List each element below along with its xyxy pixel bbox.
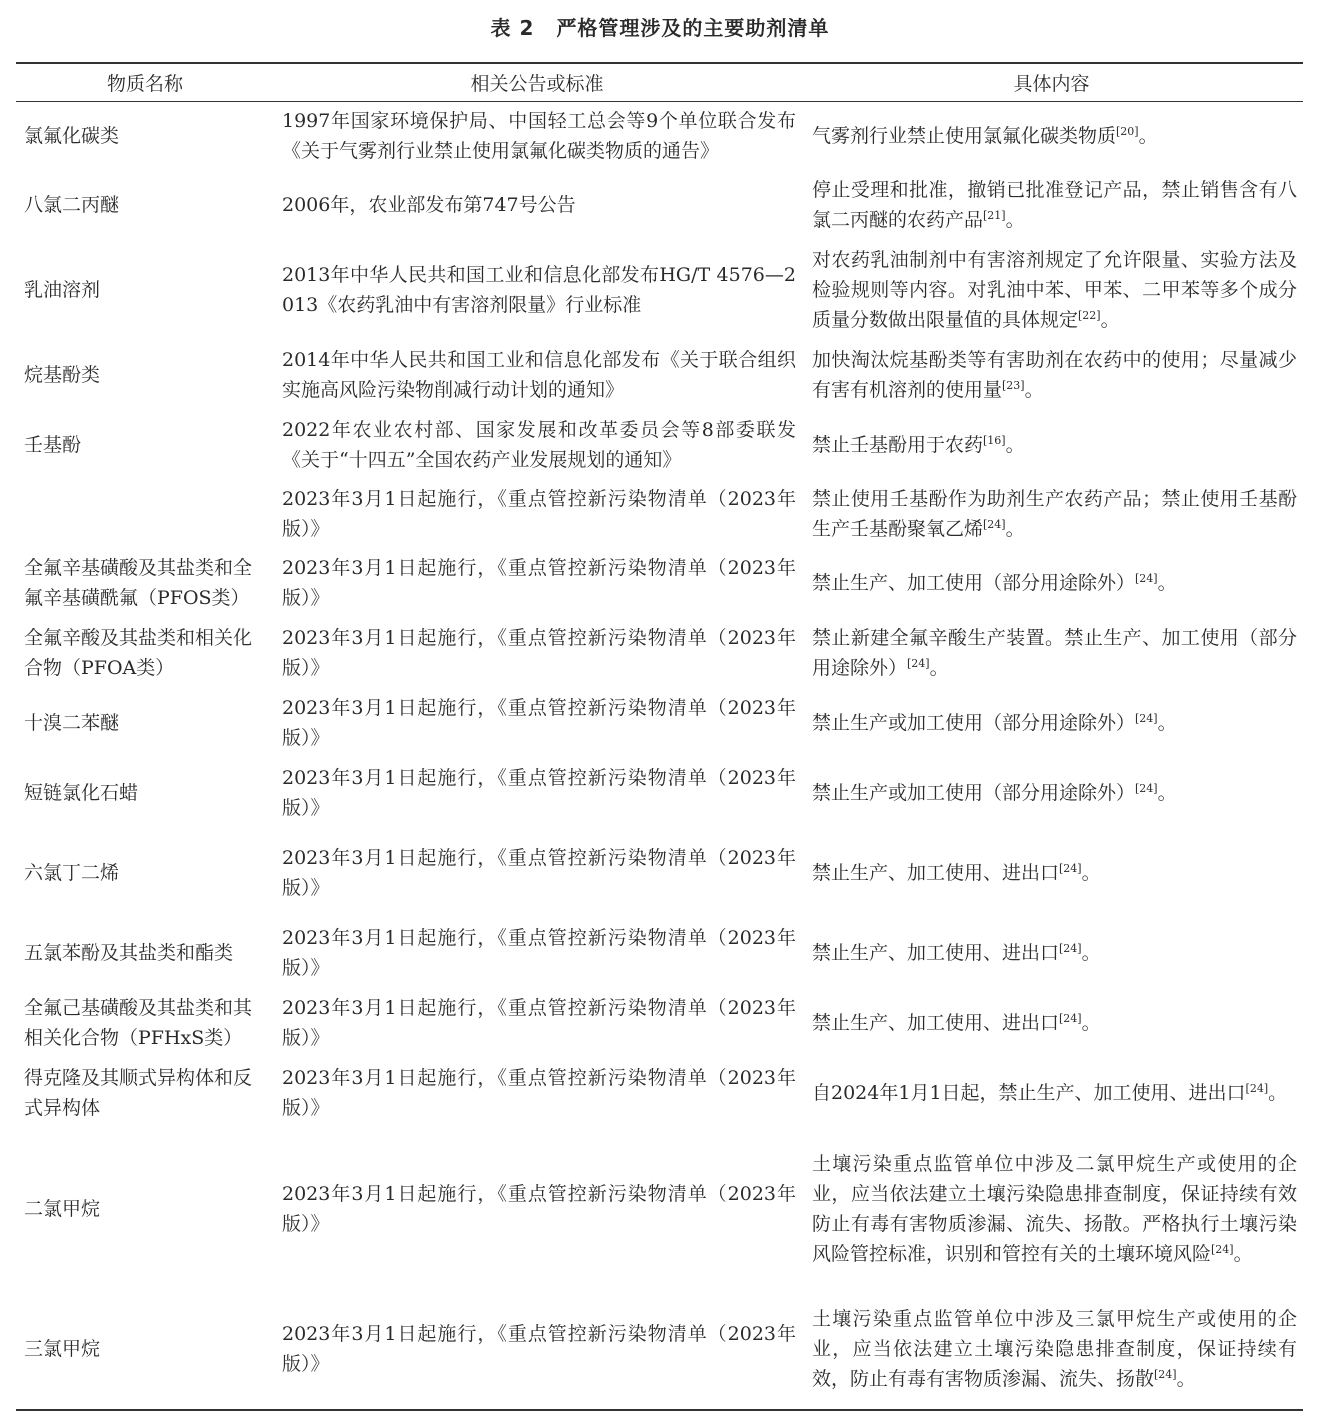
content-cell (800, 340, 1303, 410)
substance-name-cell: 八氯二丙醚 (24, 193, 120, 216)
content-period: 。 (1081, 1011, 1101, 1034)
reference-marker: [24] (907, 656, 930, 670)
content-text: 禁止生产、加工使用、进出口 (812, 861, 1060, 884)
additives-table (16, 62, 1303, 1411)
content-cell (800, 410, 1303, 480)
table-row (16, 918, 1303, 988)
standard-cell: 2023年3月1日起施行，《重点管控新污染物清单（2023年版）》 (282, 556, 796, 609)
content-text: 土壤污染重点监管单位中涉及二氯甲烷生产或使用的企业，应当依法建立土壤污染隐患排查制度，保证持续有效防止有毒有害物质渗漏、流失、扬散。严格执行土壤污染风险管控标准，识别和管控有关的土壤环境风险 (812, 1152, 1297, 1265)
reference-marker: [24] (1059, 1011, 1082, 1025)
substance-name-cell: 全氟辛基磺酸及其盐类和全氟辛基磺酰氟（PFOS类） (24, 556, 253, 609)
table-row (16, 758, 1303, 828)
content-cell (800, 758, 1303, 828)
standard-cell: 2023年3月1日起施行，《重点管控新污染物清单（2023年版）》 (282, 1066, 796, 1119)
substance-name-cell: 六氯丁二烯 (24, 861, 120, 884)
content-cell (800, 988, 1303, 1058)
content-cell (800, 688, 1303, 758)
table-row (16, 688, 1303, 758)
substance-name-cell (16, 480, 274, 548)
standard-cell: 2023年3月1日起施行，《重点管控新污染物清单（2023年版）》 (282, 996, 796, 1049)
content-cell (800, 548, 1303, 618)
table-number: 表 2 (490, 16, 535, 40)
standard-cell: 2006年，农业部发布第747号公告 (282, 193, 576, 216)
substance-name-cell: 全氟己基磺酸及其盐类和其相关化合物（PFHxS类） (24, 996, 253, 1049)
content-cell (800, 1058, 1303, 1128)
standard-cell: 2023年3月1日起施行，《重点管控新污染物清单（2023年版）》 (282, 1182, 796, 1235)
content-period: 。 (1100, 308, 1120, 331)
content-text: 禁止生产、加工使用（部分用途除外） (812, 571, 1136, 594)
reference-marker: [22] (1078, 308, 1101, 322)
reference-marker: [24] (1211, 1242, 1234, 1256)
header-related-standard: 相关公告或标准 (274, 63, 800, 102)
substance-name-cell: 十溴二苯醚 (24, 711, 120, 734)
standard-cell: 2023年3月1日起施行，《重点管控新污染物清单（2023年版）》 (282, 696, 796, 749)
header-specific-content: 具体内容 (800, 63, 1303, 102)
content-text: 自2024年1月1日起，禁止生产、加工使用、进出口 (812, 1081, 1246, 1104)
substance-name-cell: 五氯苯酚及其盐类和酯类 (24, 941, 234, 964)
content-text: 对农药乳油制剂中有害溶剂规定了允许限量、实验方法及检验规则等内容。对乳油中苯、甲苯、二甲苯等多个成分质量分数做出限量值的具体规定 (812, 248, 1297, 331)
table-title: 严格管理涉及的主要助剂清单 (556, 16, 830, 40)
substance-name-cell: 得克隆及其顺式异构体和反式异构体 (24, 1066, 253, 1119)
standard-cell: 2023年3月1日起施行，《重点管控新污染物清单（2023年版）》 (282, 487, 796, 540)
table-row (16, 410, 1303, 480)
content-cell (800, 102, 1303, 170)
standard-cell: 2014年中华人民共和国工业和信息化部发布《关于联合组织实施高风险污染物削减行动计划的通知》 (282, 348, 796, 401)
table-row (16, 1058, 1303, 1128)
reference-marker: [24] (1245, 1081, 1269, 1095)
content-cell (800, 480, 1303, 548)
table-row (16, 548, 1303, 618)
content-period: 。 (1157, 571, 1177, 594)
reference-marker: [16] (983, 433, 1006, 447)
reference-marker: [24] (1059, 941, 1082, 955)
table-row (16, 618, 1303, 688)
content-cell (800, 918, 1303, 988)
content-period: 。 (1176, 1368, 1196, 1390)
table-row (16, 1128, 1303, 1290)
content-text: 气雾剂行业禁止使用氯氟化碳类物质 (812, 124, 1117, 147)
header-substance-name: 物质名称 (16, 63, 274, 102)
table-row (16, 340, 1303, 410)
content-text: 土壤污染重点监管单位中涉及三氯甲烷生产或使用的企业，应当依法建立土壤污染隐患排查制度，保证持续有效，防止有毒有害物质渗漏、流失、扬散 (812, 1308, 1297, 1390)
content-period: 。 (1005, 517, 1025, 540)
content-cell (800, 1128, 1303, 1290)
substance-name-cell: 短链氯化石蜡 (24, 781, 139, 804)
standard-cell: 2013年中华人民共和国工业和信息化部发布HG/T 4576—2013《农药乳油中有害溶剂限量》行业标准 (282, 263, 796, 316)
reference-marker: [24] (1135, 711, 1158, 725)
content-text: 禁止使用壬基酚作为助剂生产农药产品；禁止使用壬基酚生产壬基酚聚氧乙烯 (812, 487, 1297, 540)
table-body (16, 102, 1303, 1410)
content-cell (800, 240, 1303, 340)
reference-marker: [24] (983, 517, 1006, 531)
content-period: 。 (1005, 433, 1025, 456)
standard-cell: 2023年3月1日起施行，《重点管控新污染物清单（2023年版）》 (282, 766, 796, 819)
standard-cell: 2023年3月1日起施行，《重点管控新污染物清单（2023年版）》 (282, 626, 796, 679)
content-cell (800, 1290, 1303, 1410)
reference-marker: [23] (1002, 378, 1025, 392)
content-period: 。 (1157, 711, 1177, 734)
content-text: 禁止新建全氟辛酸生产装置。禁止生产、加工使用（部分用途除外） (812, 626, 1297, 679)
reference-marker: [24] (1154, 1368, 1177, 1381)
standard-cell: 2023年3月1日起施行，《重点管控新污染物清单（2023年版）》 (282, 846, 796, 899)
content-cell (800, 828, 1303, 918)
table-row (16, 102, 1303, 170)
table-row (16, 240, 1303, 340)
content-period: 。 (1081, 861, 1101, 884)
reference-marker: [24] (1135, 781, 1158, 795)
content-text: 禁止壬基酚用于农药 (812, 433, 984, 456)
content-cell (800, 618, 1303, 688)
standard-cell: 2022年农业农村部、国家发展和改革委员会等8部委联发《关于“十四五”全国农药产业发展规划的通知》 (282, 418, 796, 471)
substance-name-cell: 三氯甲烷 (24, 1338, 101, 1360)
reference-marker: [20] (1116, 124, 1139, 138)
table-row (16, 480, 1303, 548)
content-text: 禁止生产或加工使用（部分用途除外） (812, 781, 1136, 804)
content-period: 。 (929, 656, 949, 679)
content-period: 。 (1233, 1242, 1253, 1265)
substance-name-cell: 烷基酚类 (24, 363, 101, 386)
standard-cell: 2023年3月1日起施行，《重点管控新污染物清单（2023年版）》 (282, 1323, 796, 1375)
substance-name-cell: 二氯甲烷 (24, 1197, 101, 1220)
substance-name-cell: 氯氟化碳类 (24, 124, 120, 147)
standard-cell: 1997年国家环境保护局、中国轻工总会等9个单位联合发布《关于气雾剂行业禁止使用氯氟化碳类物质的通告》 (282, 109, 796, 162)
content-text: 加快淘汰烷基酚类等有害助剂在农药中的使用；尽量减少有害有机溶剂的使用量 (812, 348, 1297, 401)
content-period: 。 (1138, 124, 1158, 147)
table-row (16, 988, 1303, 1058)
content-text: 停止受理和批准，撤销已批准登记产品，禁止销售含有八氯二丙醚的农药产品 (812, 178, 1297, 231)
content-text: 禁止生产或加工使用（部分用途除外） (812, 711, 1136, 734)
reference-marker: [24] (1135, 571, 1158, 585)
reference-marker: [24] (1059, 861, 1082, 875)
substance-name-cell: 全氟辛酸及其盐类和相关化合物（PFOA类） (24, 626, 253, 679)
table-row (16, 1290, 1303, 1410)
table-caption (0, 12, 1320, 41)
content-period: 。 (1081, 941, 1101, 964)
substance-name-cell: 乳油溶剂 (24, 278, 101, 301)
table-header-row (16, 63, 1303, 102)
content-period: 。 (1268, 1081, 1288, 1104)
content-text: 禁止生产、加工使用、进出口 (812, 941, 1060, 964)
table-row (16, 170, 1303, 240)
standard-cell: 2023年3月1日起施行，《重点管控新污染物清单（2023年版）》 (282, 926, 796, 979)
content-cell (800, 170, 1303, 240)
content-period: 。 (1157, 781, 1177, 804)
substance-name-cell: 壬基酚 (24, 433, 82, 456)
content-period: 。 (1005, 208, 1025, 231)
reference-marker: [21] (983, 208, 1006, 222)
content-period: 。 (1024, 378, 1044, 401)
table-row (16, 828, 1303, 918)
content-text: 禁止生产、加工使用、进出口 (812, 1011, 1060, 1034)
